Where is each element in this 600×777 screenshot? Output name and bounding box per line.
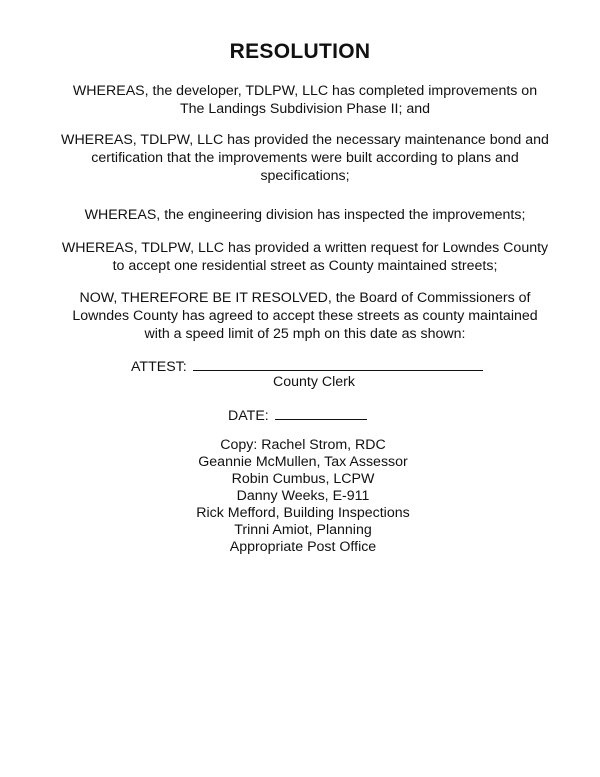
copy-recipient: Rick Mefford, Building Inspections [196,505,410,521]
date-blank-line [275,405,367,420]
whereas-paragraph-4: WHEREAS, TDLPW, LLC has provided a written request for Lowndes County to accept one residential street as County maintained streets; [61,240,549,274]
date-label: DATE: [228,408,269,424]
copy-recipient: Geannie McMullen, Tax Assessor [198,454,408,470]
copy-recipient: Robin Cumbus, LCPW [231,471,375,487]
copy-list [0,437,600,556]
copy-recipient: Appropriate Post Office [229,539,377,555]
attest-signature-line [193,356,483,371]
date-row [228,405,367,425]
copy-recipient: Trinni Amiot, Planning [234,522,372,538]
resolved-paragraph: NOW, THEREFORE BE IT RESOLVED, the Board of Commissioners of Lowndes County has agreed to accept these streets as county maintained with a speed limit of 25 mph on this date as shown: [72,290,538,342]
attest-label: ATTEST: [131,359,187,375]
county-clerk-label: County Clerk [272,374,355,390]
document-title: RESOLUTION [229,40,371,63]
whereas-paragraph-2: WHEREAS, TDLPW, LLC has provided the necessary maintenance bond and certification that the improvements were built according to plans and specifications; [61,132,549,184]
whereas-paragraph-1: WHEREAS, the developer, TDLPW, LLC has completed improvements on The Landings Subdivision Phase II; and [72,83,538,117]
copy-recipient: Danny Weeks, E-911 [236,488,370,504]
whereas-paragraph-3: WHEREAS, the engineering division has inspected the improvements; [84,207,526,223]
copy-recipient: Copy: Rachel Strom, RDC [220,437,386,453]
